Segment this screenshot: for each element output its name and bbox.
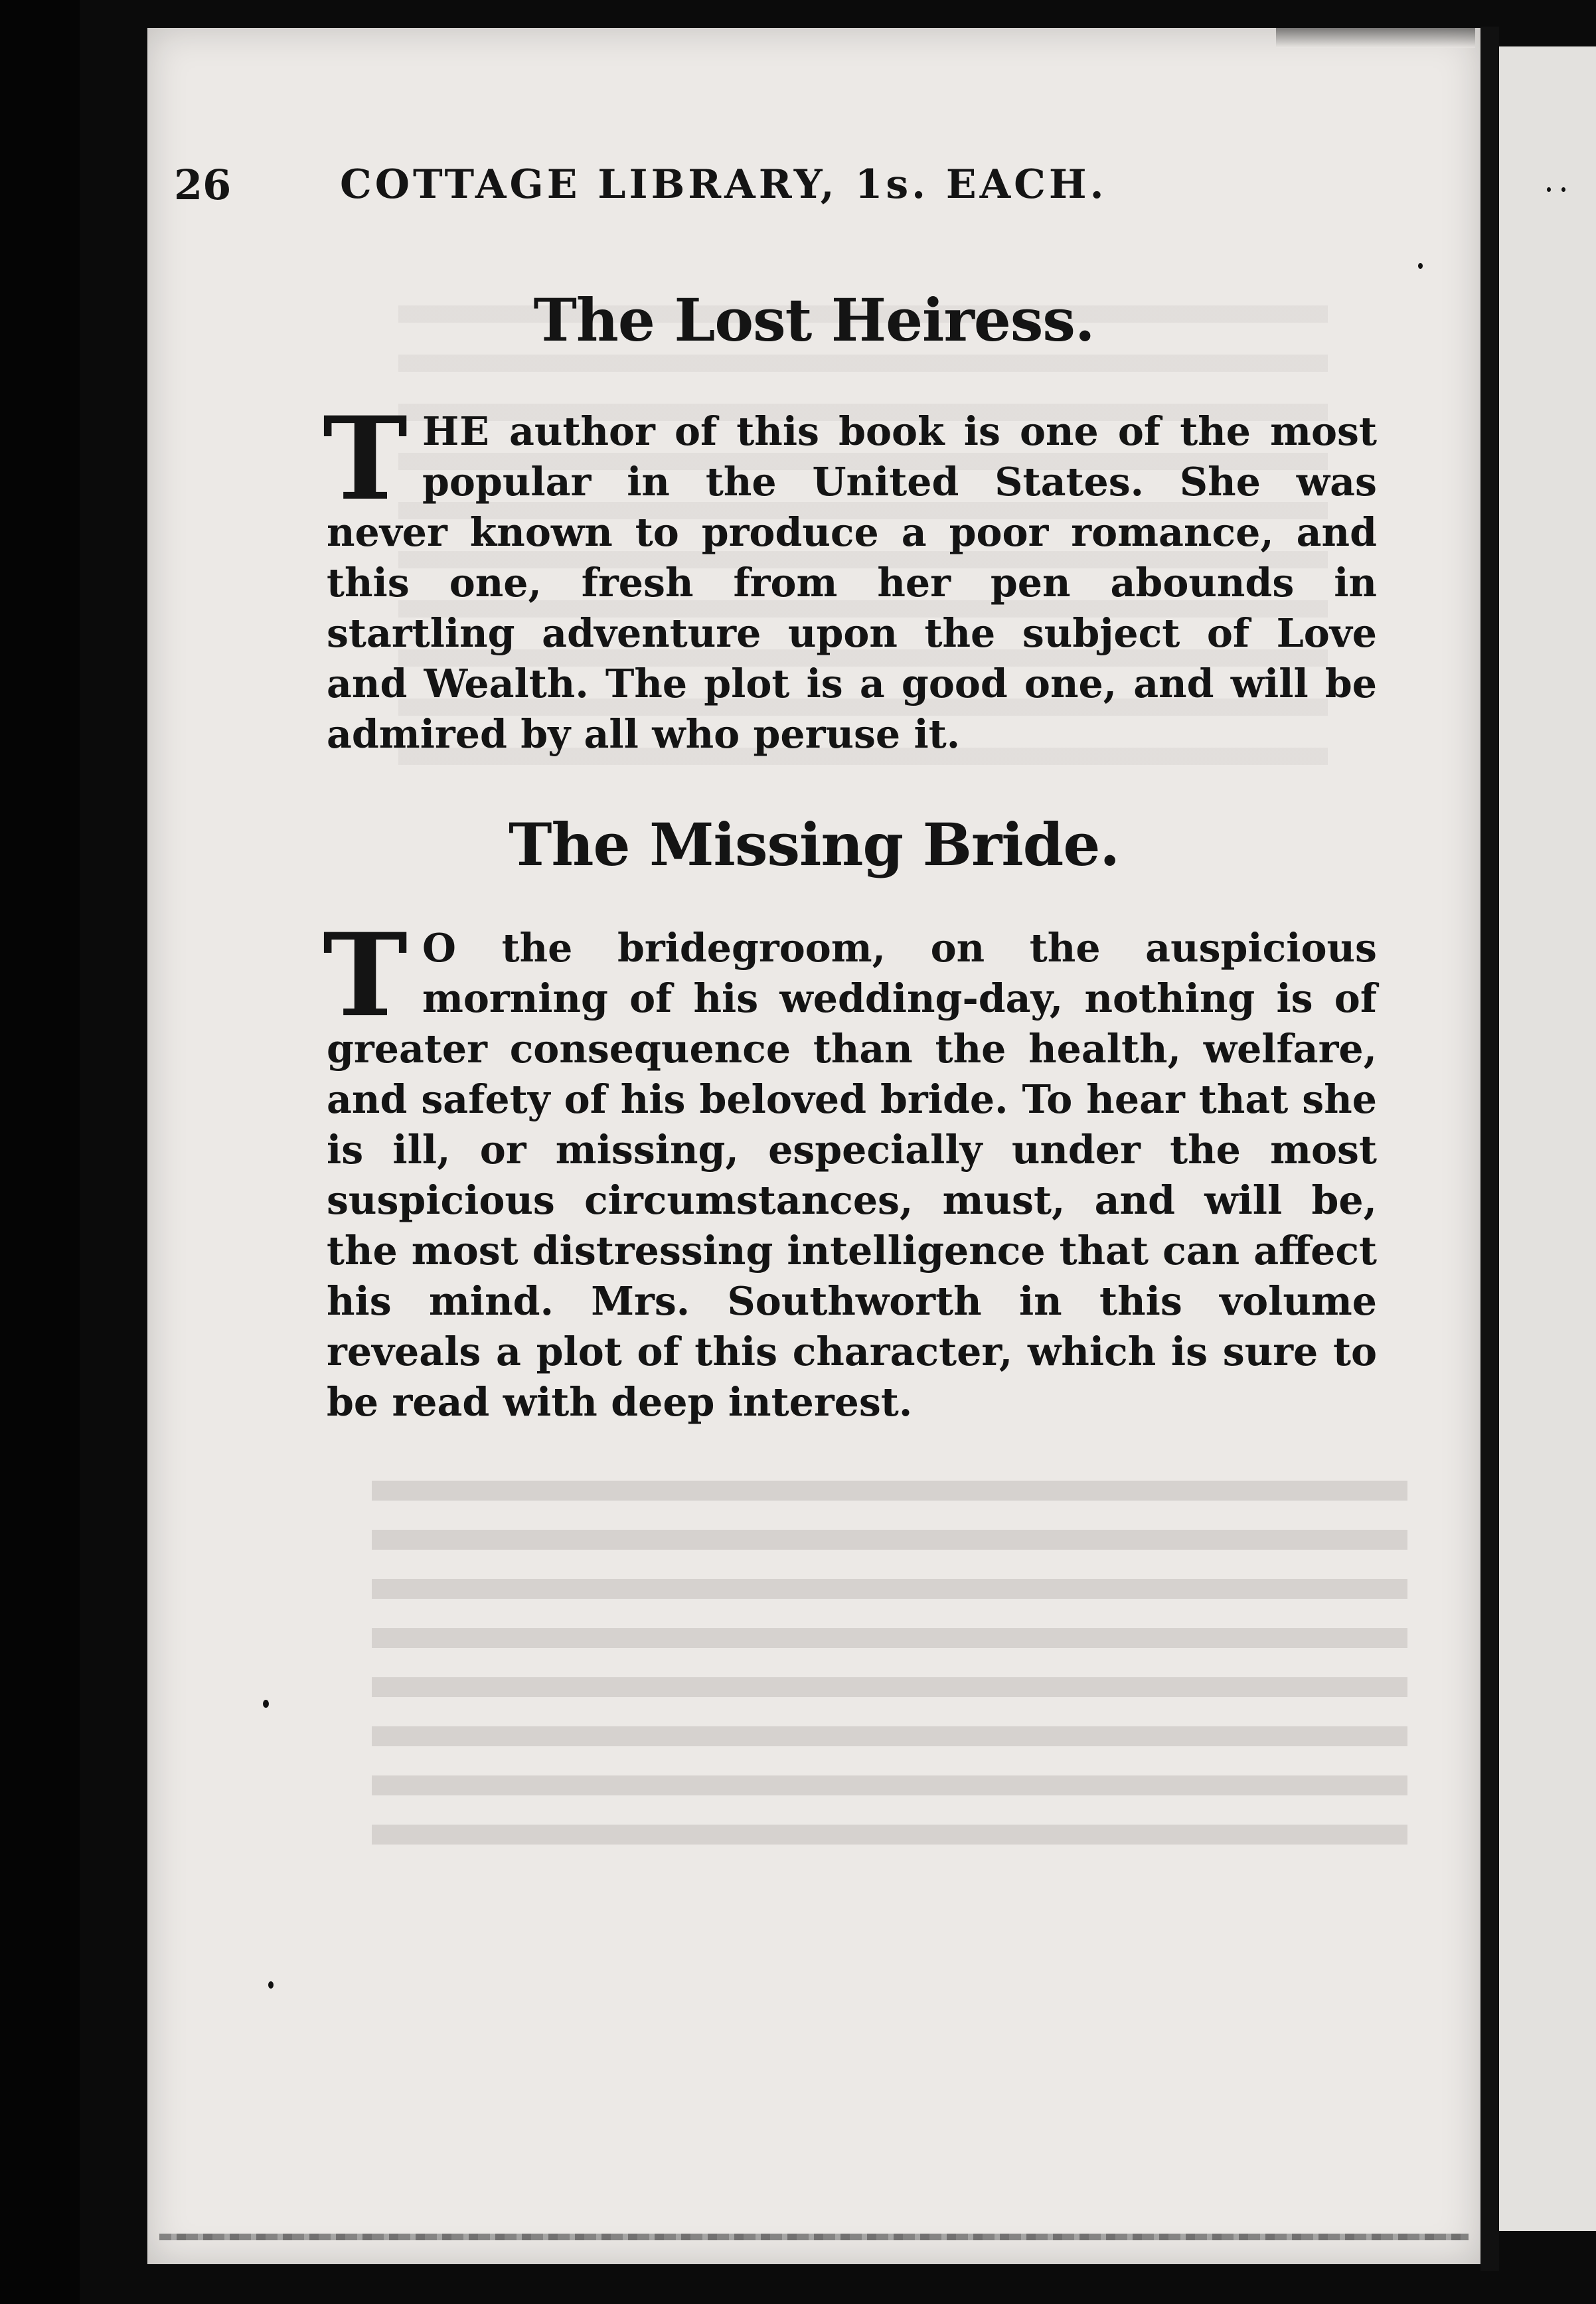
running-head: COTTAGE LIBRARY, 1s. EACH. — [340, 161, 1107, 208]
paragraph-body: author of this book is one of the most popular in the United States. She was never known to produce a poor romance, and this one, fresh from her pen abounds in startling adventure upon the subject of Love and Wealth. The plot is a good one, and will be admired by all who peruse it. — [327, 408, 1377, 757]
scan-speck — [1561, 187, 1565, 192]
scanner-border — [0, 0, 80, 2304]
paragraph-body: the bridegroom, on the auspicious morning of his wedding-day, nothing is of greater consequence than the health, welfare, and safety of his beloved bride. To hear that she is ill, or missing, especially under the most suspicious circumstances, must, and will be, the most distressing intelligence that can affect his mind. Mrs. Southworth in this volume reveals a plot of this character, which is sure to be read with deep interest. — [327, 925, 1377, 1425]
page-top-shadow — [1276, 28, 1475, 48]
scan-speck — [263, 1700, 269, 1708]
page-header — [174, 151, 1210, 218]
scan-speck — [1418, 263, 1423, 269]
scan-speck — [268, 1981, 274, 1989]
drop-cap: T — [323, 391, 408, 526]
section-title-missing-bride: The Missing Bride. — [509, 810, 1119, 879]
paragraph-missing-bride — [323, 908, 1377, 1428]
adjacent-page-edge — [1499, 46, 1596, 2231]
show-through-texture — [372, 1481, 1407, 1852]
page-gutter — [1480, 27, 1499, 2271]
scan-speck — [1547, 187, 1551, 192]
paragraph-lead: O — [422, 925, 457, 971]
paragraph-lost-heiress — [323, 391, 1377, 760]
section-title-lost-heiress: The Lost Heiress. — [533, 286, 1095, 355]
page-number: 26 — [174, 160, 232, 209]
page-bottom-edge — [159, 2234, 1469, 2240]
drop-cap: T — [323, 908, 408, 1042]
paragraph-lead: HE — [422, 408, 490, 454]
